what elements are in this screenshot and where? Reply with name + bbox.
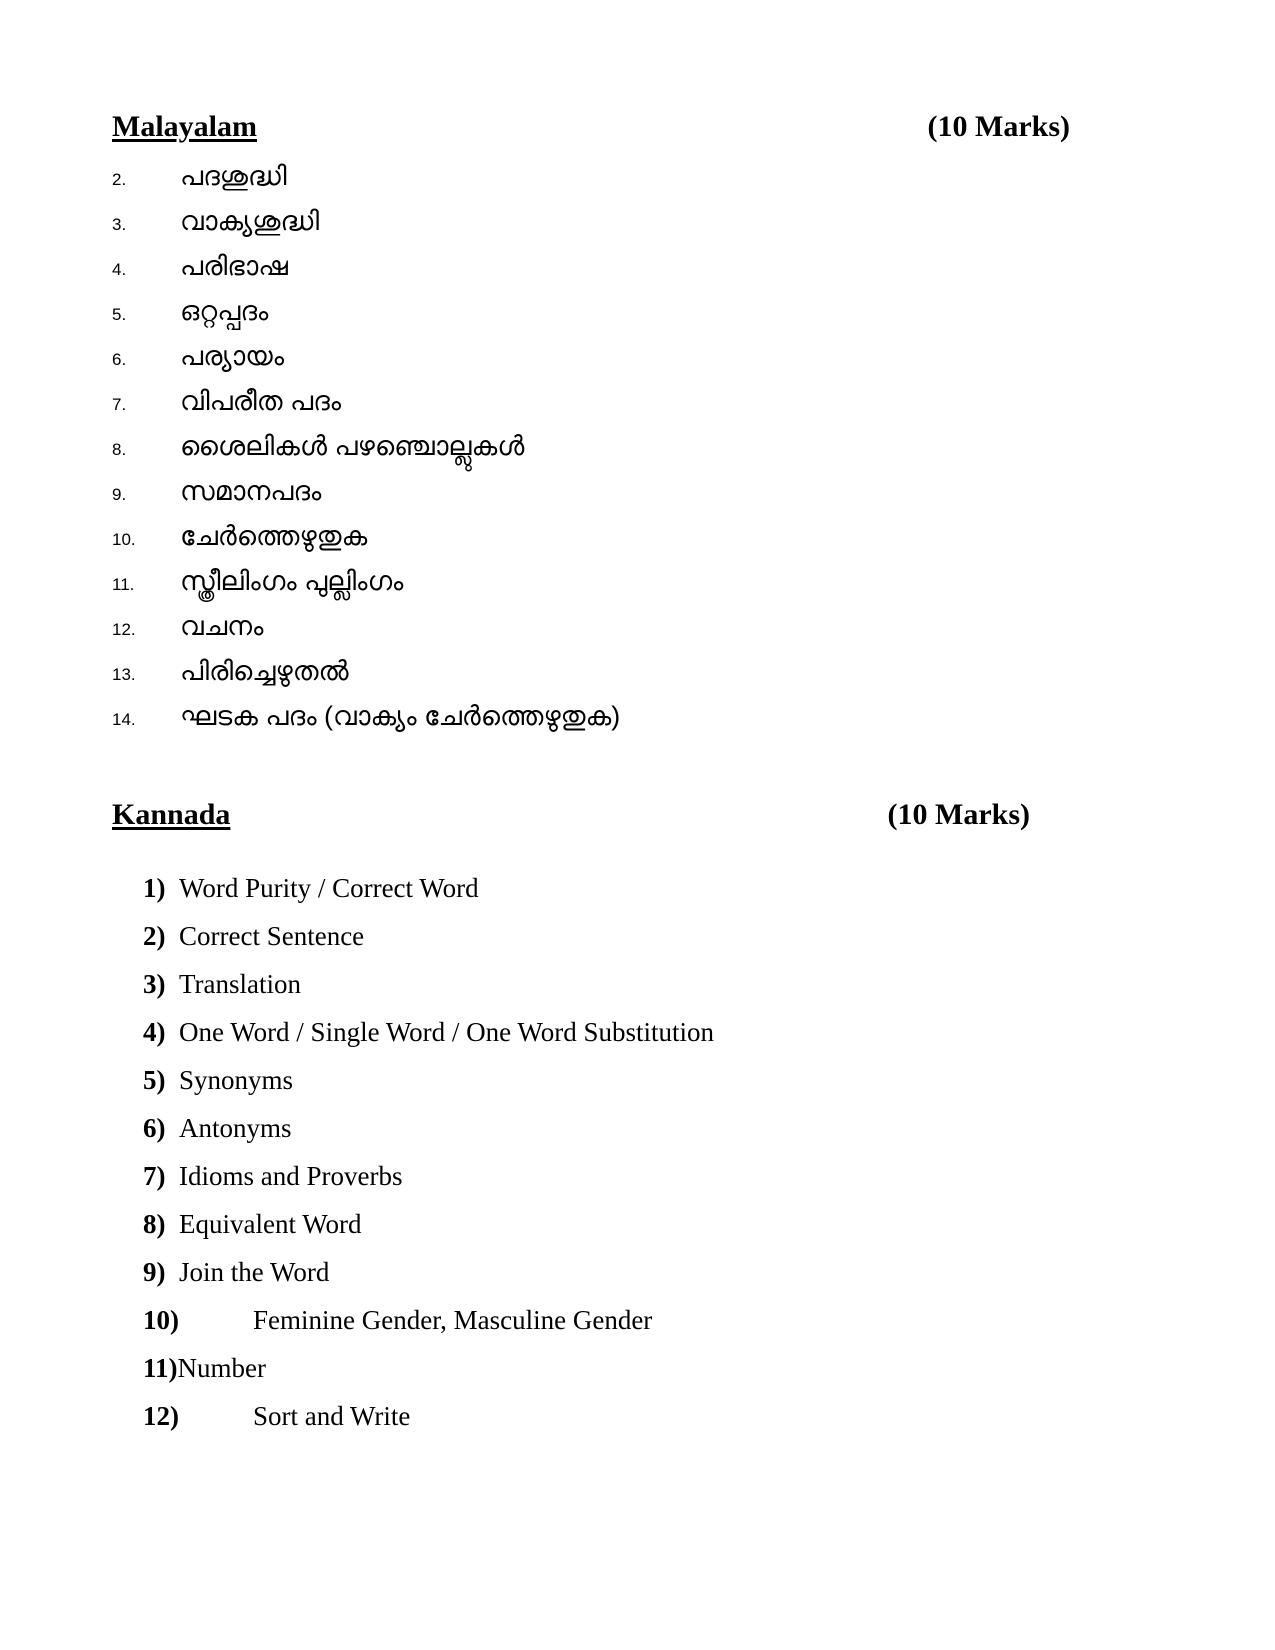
malayalam-item-label: ഘടക പദം (വാക്യം ചേർത്തെഴുതുക): [180, 701, 621, 731]
kannada-topic-list: [143, 875, 1093, 1451]
kannada-item-number: 11): [143, 1353, 178, 1383]
kannada-item-label: One Word / Single Word / One Word Substitution: [179, 1017, 714, 1047]
kannada-item-number: 9): [143, 1257, 166, 1287]
malayalam-item-label: സ്ത്രീലിംഗം പുല്ലിംഗം: [180, 566, 404, 596]
kannada-item-label: Feminine Gender, Masculine Gender: [253, 1305, 653, 1335]
malayalam-item-number: 5.: [112, 305, 127, 324]
list-item: [112, 433, 1012, 478]
malayalam-item-label: ഒറ്റപ്പദം: [180, 296, 269, 326]
malayalam-item-number: 6.: [112, 350, 127, 369]
malayalam-item-number: 10.: [112, 530, 136, 549]
section-title-kannada: Kannada: [112, 798, 231, 831]
list-item: [112, 478, 1012, 523]
kannada-item-number: 7): [143, 1161, 166, 1191]
list-item: [143, 1355, 1093, 1403]
kannada-item-number: 12): [143, 1401, 179, 1431]
malayalam-item-number: 9.: [112, 485, 127, 504]
malayalam-item-number: 12.: [112, 620, 136, 639]
kannada-item-label: Correct Sentence: [179, 921, 365, 951]
kannada-item-number: 10): [143, 1305, 179, 1335]
malayalam-item-number: 7.: [112, 395, 127, 414]
list-item: [143, 1115, 1093, 1163]
list-item: [143, 971, 1093, 1019]
section-title-malayalam: Malayalam: [112, 110, 257, 143]
section-marks-malayalam: (10 Marks): [927, 110, 1070, 143]
list-item: [112, 298, 1012, 343]
malayalam-item-label: പരിഭാഷ: [180, 251, 288, 281]
kannada-item-number: 5): [143, 1065, 166, 1095]
list-item: [143, 1067, 1093, 1115]
kannada-item-number: 6): [143, 1113, 166, 1143]
malayalam-item-number: 3.: [112, 215, 127, 234]
list-item: [112, 343, 1012, 388]
list-item: [143, 1259, 1093, 1307]
list-item: [112, 658, 1012, 703]
list-item: [112, 388, 1012, 433]
kannada-item-number: 2): [143, 921, 166, 951]
malayalam-item-label: വാക്യശുദ്ധി: [180, 206, 320, 236]
list-item: [112, 163, 1012, 208]
kannada-item-number: 4): [143, 1017, 166, 1047]
list-item: [112, 523, 1012, 568]
list-item: [143, 1211, 1093, 1259]
malayalam-item-label: പിരിച്ചെഴുതൽ: [180, 656, 349, 686]
malayalam-item-number: 14.: [112, 710, 136, 729]
malayalam-item-number: 8.: [112, 440, 127, 459]
malayalam-item-label: പദശുദ്ധി: [180, 161, 287, 191]
malayalam-item-number: 2.: [112, 170, 127, 189]
malayalam-item-number: 4.: [112, 260, 127, 279]
kannada-item-label: Idioms and Proverbs: [179, 1161, 403, 1191]
list-item: [143, 875, 1093, 923]
kannada-item-label: Antonyms: [179, 1113, 292, 1143]
malayalam-topic-list: [112, 163, 1012, 748]
list-item: [112, 703, 1012, 748]
list-item: [143, 1163, 1093, 1211]
kannada-item-number: 1): [143, 873, 166, 903]
malayalam-item-label: വചനം: [180, 611, 264, 641]
section-marks-kannada: (10 Marks): [887, 798, 1030, 831]
kannada-item-label: Word Purity / Correct Word: [179, 873, 479, 903]
kannada-item-label: Synonyms: [179, 1065, 294, 1095]
kannada-item-number: 8): [143, 1209, 166, 1239]
malayalam-item-label: വിപരീത പദം: [180, 386, 342, 416]
list-item: [143, 1403, 1093, 1451]
malayalam-item-label: പര്യായം: [180, 341, 285, 371]
list-item: [112, 613, 1012, 658]
section-heading-malayalam: [112, 112, 1070, 142]
malayalam-item-number: 13.: [112, 665, 136, 684]
kannada-item-number: 3): [143, 969, 166, 999]
list-item: [112, 253, 1012, 298]
kannada-item-label: Equivalent Word: [179, 1209, 362, 1239]
list-item: [143, 1019, 1093, 1067]
malayalam-item-label: ചേർത്തെഴുതുക: [180, 521, 368, 551]
list-item: [112, 208, 1012, 253]
list-item: [143, 1307, 1093, 1355]
malayalam-item-label: ശൈലികൾ പഴഞ്ചൊല്ലുകൾ: [180, 431, 525, 461]
section-heading-kannada: [112, 800, 1030, 830]
kannada-item-label: Join the Word: [179, 1257, 330, 1287]
list-item: [143, 923, 1093, 971]
malayalam-item-label: സമാനപദം: [180, 476, 322, 506]
kannada-item-label: Sort and Write: [253, 1401, 411, 1431]
kannada-item-label: Number: [177, 1353, 266, 1383]
list-item: [112, 568, 1012, 613]
malayalam-item-number: 11.: [112, 575, 135, 594]
kannada-item-label: Translation: [179, 969, 302, 999]
